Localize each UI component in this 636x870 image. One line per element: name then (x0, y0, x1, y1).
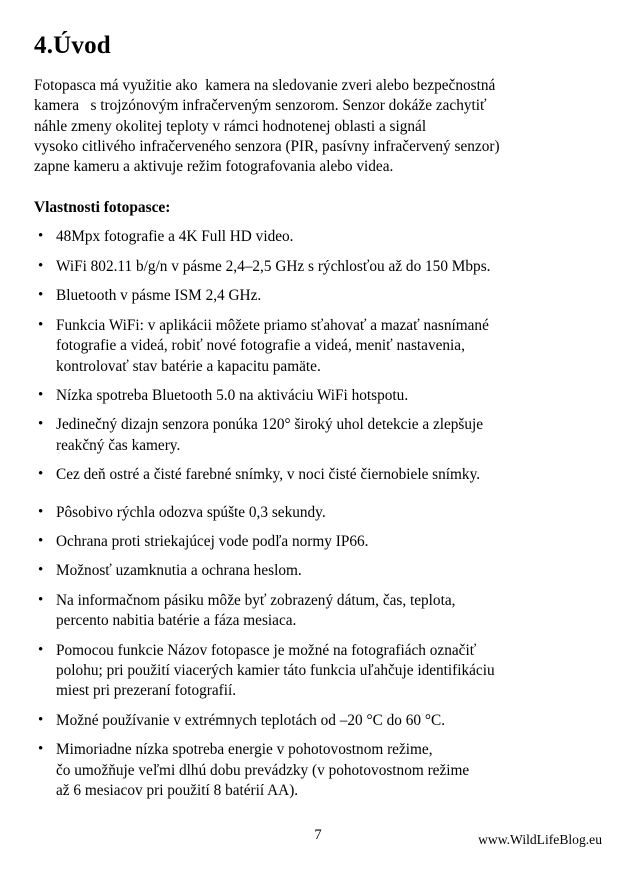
list-item (34, 561, 602, 581)
list-item (34, 532, 602, 552)
list-item-line: • Možné používanie v extrémnych teplotách od –20 °C do 60 °C. (56, 711, 446, 729)
list-item (34, 415, 602, 456)
list-item-line: • Bluetooth v pásme ISM 2,4 GHz. (56, 287, 262, 305)
page-title: 4.Úvod (34, 32, 111, 59)
list-item-line: • Cez deň ostré a čisté farebné snímky, v noci čisté čiernobiele snímky. (56, 466, 481, 484)
intro-line: kamera s trojzónovým infračerveným senzorom. Senzor dokáže zachytiť (34, 97, 487, 115)
intro-line: náhle zmeny okolitej teploty v rámci hodnotenej oblasti a signál (34, 117, 427, 135)
list-item-line: • Na informačnom pásiku môže byť zobrazený dátum, čas, teplota, (56, 591, 456, 609)
list-item (34, 227, 602, 247)
list-item (34, 503, 602, 523)
list-item-line: • Mimoriadne nízka spotreba energie v pohotovostnom režime, (56, 741, 433, 759)
list-item-line: • Možnosť uzamknutia a ochrana heslom. (56, 562, 302, 580)
list-item (34, 740, 602, 801)
list-item-line: • WiFi 802.11 b/g/n v pásme 2,4–2,5 GHz s rýchlosťou až do 150 Mbps. (56, 257, 491, 275)
list-item-line: • Pomocou funkcie Názov fotopasce je možné na fotografiách označiť (56, 641, 477, 659)
list-item-line: kontrolovať stav batérie a kapacitu pamäte. (56, 357, 321, 375)
intro-line: vysoko citlivého infračerveného senzora (PIR, pasívny infračervený senzor) (34, 137, 500, 155)
list-item (34, 591, 602, 632)
list-item-line: • Nízka spotreba Bluetooth 5.0 na aktiváciu WiFi hotspotu. (56, 386, 409, 404)
list-item (34, 386, 602, 406)
list-item-line: reakčný čas kamery. (56, 436, 181, 454)
list-item (34, 257, 602, 277)
list-item-line: miest pri prezeraní fotografií. (56, 682, 237, 700)
intro-line: zapne kameru a aktivuje režim fotografovania alebo videa. (34, 158, 394, 176)
list-item (34, 286, 602, 306)
list-item-line: čo umožňuje veľmi dlhú dobu prevádzky (v pohotovostnom režime (56, 761, 470, 779)
list-item-line: • 48Mpx fotografie a 4K Full HD video. (56, 228, 294, 246)
list-item (34, 711, 602, 731)
page-footer (0, 814, 636, 870)
list-item-line: • Ochrana proti striekajúcej vode podľa normy IP66. (56, 532, 369, 550)
list-item-line: fotografie a videá, robiť nové fotografie a videá, meniť nastavenia, (56, 337, 465, 355)
list-item-line: polohu; pri použití viacerých kamier táto funkcia uľahčuje identifikáciu (56, 661, 495, 679)
list-item (34, 316, 602, 377)
intro-line: Fotopasca má využitie ako kamera na sledovanie zveri alebo bezpečnostná (34, 77, 496, 94)
list-item-line: percento nabitia batérie a fáza mesiaca. (56, 612, 297, 630)
features-list (34, 227, 602, 801)
features-heading: Vlastnosti fotopasce: (34, 199, 171, 217)
site-url: www.WildLifeBlog.eu (478, 832, 602, 847)
list-item-line: • Pôsobivo rýchla odozva spúšte 0,3 sekundy. (56, 503, 326, 521)
intro-paragraph (34, 76, 602, 177)
list-item (34, 465, 602, 485)
list-item-line: • Jedinečný dizajn senzora ponúka 120° široký uhol detekcie a zlepšuje (56, 416, 484, 434)
list-item (34, 641, 602, 702)
page-number: 7 (314, 827, 322, 843)
list-item-line: až 6 mesiacov pri použití 8 batérií AA). (56, 782, 299, 800)
list-item-line: • Funkcia WiFi: v aplikácii môžete priamo sťahovať a mazať nasnímané (56, 316, 489, 334)
